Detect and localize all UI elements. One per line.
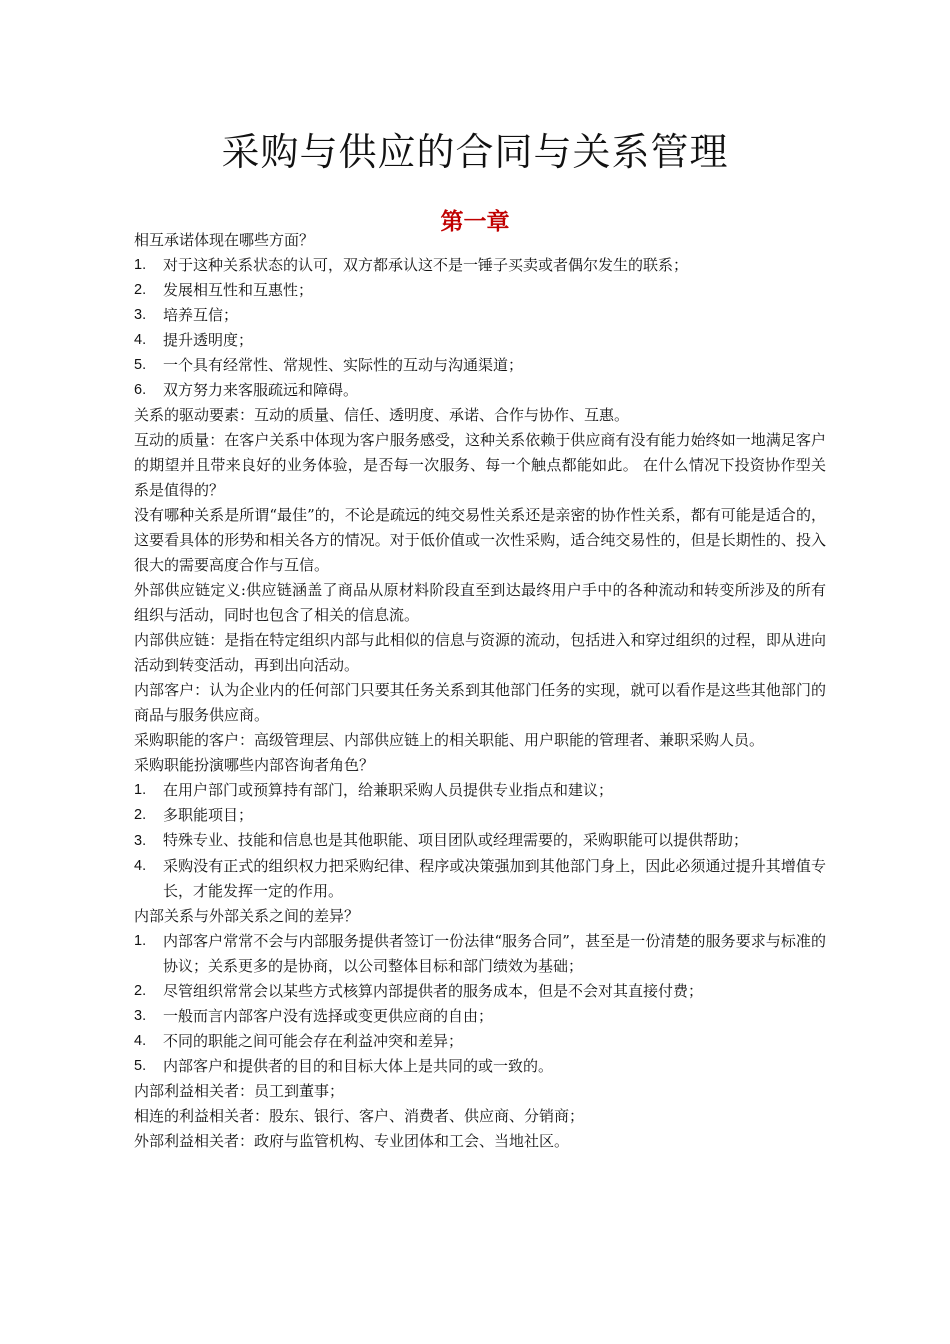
list-item-number: 4. bbox=[134, 332, 147, 348]
document-title: 采购与供应的合同与关系管理 bbox=[221, 130, 729, 175]
list-item bbox=[134, 929, 826, 979]
list-item-text: 多职能项目； bbox=[163, 806, 254, 824]
list-item-number: 1. bbox=[134, 933, 147, 949]
list-item-number: 3. bbox=[134, 1008, 147, 1024]
paragraph: 内部关系与外部关系之间的差异？ bbox=[134, 907, 360, 925]
list-item-number: 6. bbox=[134, 382, 147, 398]
list-item bbox=[134, 378, 826, 403]
list-item bbox=[134, 1054, 826, 1079]
list-item-number: 4. bbox=[134, 1033, 147, 1049]
paragraph: 相连的利益相关者：股东、银行、客户、消费者、供应商、分销商； bbox=[134, 1107, 585, 1125]
list-item-number: 1. bbox=[134, 257, 147, 273]
list-item bbox=[134, 803, 826, 828]
document-body bbox=[134, 228, 826, 1154]
list-item-text: 发展相互性和互惠性； bbox=[163, 281, 314, 299]
list-item-text: 内部客户常常不会与内部服务提供者签订一份法律“服务合同”，甚至是一份清楚的服务要求与标准的协议；关系更多的是协商，以公司整体目标和部门绩效为基础； bbox=[163, 932, 826, 975]
list-item-text: 内部客户和提供者的目的和目标大体上是共同的或一致的。 bbox=[163, 1057, 554, 1075]
list-item bbox=[134, 278, 826, 303]
paragraph: 外部供应链定义:供应链涵盖了商品从原材料阶段直至到达最终用户手中的各种流动和转变所涉及的所有组织与活动，同时也包含了相关的信息流。 bbox=[134, 581, 826, 624]
list-item-number: 2. bbox=[134, 807, 147, 823]
list-item bbox=[134, 979, 826, 1004]
list-item-number: 2. bbox=[134, 282, 147, 298]
list-item-text: 一般而言内部客户没有选择或变更供应商的自由； bbox=[163, 1007, 494, 1025]
list-item-text: 双方努力来客服疏远和障碍。 bbox=[163, 381, 359, 399]
paragraph: 互动的质量：在客户关系中体现为客户服务感受，这种关系依赖于供应商有没有能力始终如一地满足客户的期望并且带来良好的业务体验，是否每一次服务、每一个触点都能如此。 在什么情况下投资协作型关系是值得的？ bbox=[134, 431, 826, 499]
list-item-text: 采购没有正式的组织权力把采购纪律、程序或决策强加到其他部门身上，因此必须通过提升其增值专长，才能发挥一定的作用。 bbox=[163, 857, 826, 900]
paragraph: 采购职能的客户：高级管理层、内部供应链上的相关职能、用户职能的管理者、兼职采购人员。 bbox=[134, 731, 765, 749]
list-item-text: 提升透明度； bbox=[163, 331, 254, 349]
list-item-text: 在用户部门或预算持有部门，给兼职采购人员提供专业指点和建议； bbox=[163, 781, 614, 799]
paragraph: 内部客户：认为企业内的任何部门只要其任务关系到其他部门任务的实现，就可以看作是这些其他部门的商品与服务供应商。 bbox=[134, 681, 826, 724]
list-item-text: 不同的职能之间可能会存在利益冲突和差异； bbox=[163, 1032, 464, 1050]
chapter-heading: 第一章 bbox=[440, 208, 510, 236]
list-item bbox=[134, 1004, 826, 1029]
list-item bbox=[134, 353, 826, 378]
list-item bbox=[134, 854, 826, 904]
list-item bbox=[134, 328, 826, 353]
list-item-text: 对于这种关系状态的认可，双方都承认这不是一锤子买卖或者偶尔发生的联系； bbox=[163, 256, 689, 274]
list-item-number: 3. bbox=[134, 307, 147, 323]
paragraph: 相互承诺体现在哪些方面？ bbox=[134, 231, 315, 249]
paragraph: 没有哪种关系是所谓“最佳”的，不论是疏远的纯交易性关系还是亲密的协作性关系，都有可能是适合的，这要看具体的形势和相关各方的情况。对于低价值或一次性采购，适合纯交易性的，但是长期性的、投入很大的需要高度合作与互信。 bbox=[134, 506, 826, 574]
list-item-number: 5. bbox=[134, 357, 147, 373]
paragraph: 内部供应链：是指在特定组织内部与此相似的信息与资源的流动，包括进入和穿过组织的过程，即从进向活动到转变活动，再到出向活动。 bbox=[134, 631, 826, 674]
list-item bbox=[134, 1029, 826, 1054]
paragraph: 关系的驱动要素：互动的质量、信任、透明度、承诺、合作与协作、互惠。 bbox=[134, 406, 630, 424]
list-item-text: 一个具有经常性、常规性、实际性的互动与沟通渠道； bbox=[163, 356, 524, 374]
list-item-text: 特殊专业、技能和信息也是其他职能、项目团队或经理需要的，采购职能可以提供帮助； bbox=[163, 831, 749, 849]
list-item bbox=[134, 828, 826, 854]
list-item-number: 1. bbox=[134, 782, 147, 798]
paragraph: 外部利益相关者：政府与监管机构、专业团体和工会、当地社区。 bbox=[134, 1132, 570, 1150]
list-item-text: 尽管组织常常会以某些方式核算内部提供者的服务成本，但是不会对其直接付费； bbox=[163, 982, 704, 1000]
list-item-text: 培养互信； bbox=[163, 306, 239, 324]
list-item bbox=[134, 303, 826, 328]
list-item-number: 2. bbox=[134, 983, 147, 999]
paragraph: 内部利益相关者：员工到董事； bbox=[134, 1082, 345, 1100]
list-item-number: 4. bbox=[134, 858, 147, 874]
list-item-number: 5. bbox=[134, 1058, 147, 1074]
list-item bbox=[134, 253, 826, 278]
list-item bbox=[134, 778, 826, 803]
list-item-number: 3. bbox=[134, 833, 147, 849]
paragraph: 采购职能扮演哪些内部咨询者角色？ bbox=[134, 756, 375, 774]
